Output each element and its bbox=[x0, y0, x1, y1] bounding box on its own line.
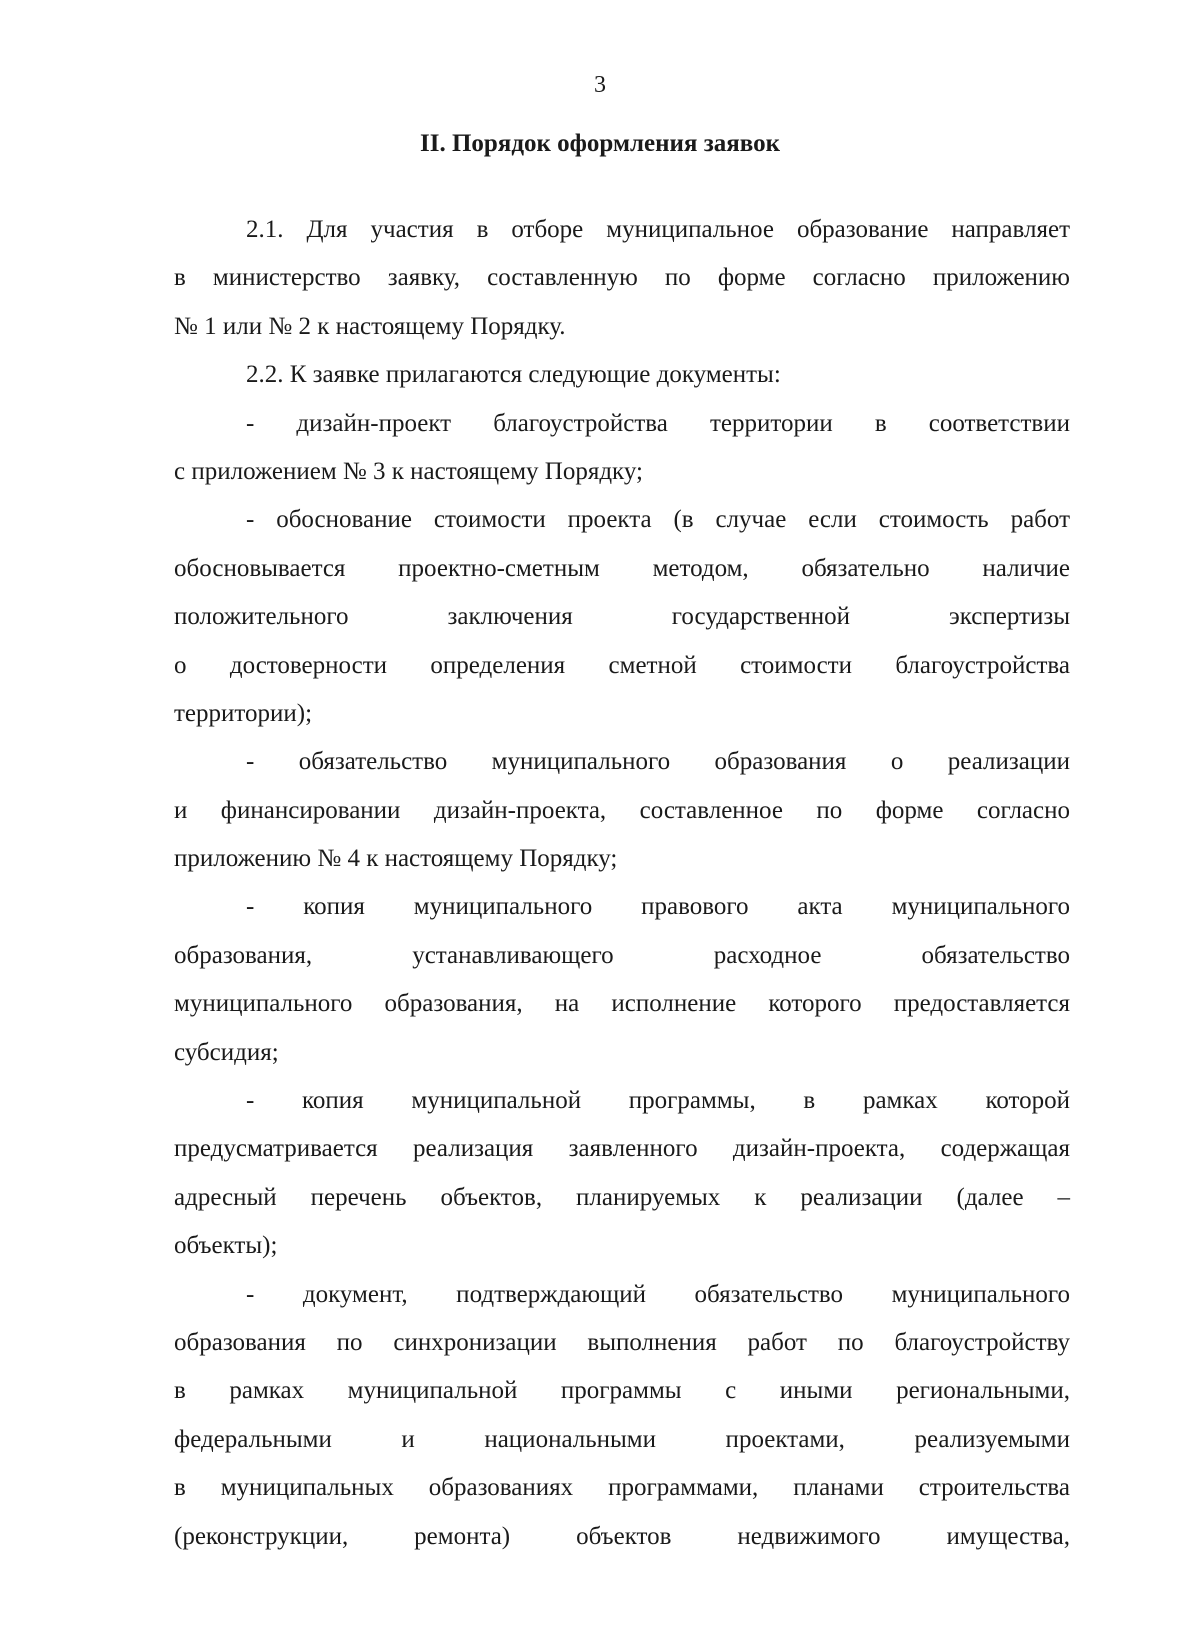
text-line: в рамках муниципальной программы с иными региональными, bbox=[174, 1377, 1070, 1405]
text-line: положительного заключения государственной экспертизы bbox=[174, 603, 1070, 631]
text-line: (реконструкции, ремонта) объектов недвижимого имущества, bbox=[174, 1522, 1070, 1550]
text-line: - обоснование стоимости проекта (в случае если стоимость работ bbox=[246, 506, 1070, 534]
text-line: - дизайн-проект благоустройства территории в соответствии bbox=[246, 409, 1070, 437]
text-line: обосновывается проектно-сметным методом, обязательно наличие bbox=[174, 554, 1070, 582]
text-line: 2.1. Для участия в отборе муниципальное образование направляет bbox=[246, 216, 1070, 243]
text-line: предусматривается реализация заявленного дизайн-проекта, содержащая bbox=[174, 1135, 1070, 1163]
text-line: № 1 или № 2 к настоящему Порядку. bbox=[174, 312, 566, 340]
text-line: образования, устанавливающего расходное обязательство bbox=[174, 941, 1070, 969]
text-line: объекты); bbox=[174, 1232, 278, 1260]
text-line: и финансировании дизайн-проекта, составленное по форме согласно bbox=[174, 796, 1070, 824]
text-line: федеральными и национальными проектами, реализуемыми bbox=[174, 1425, 1070, 1453]
text-line: 2.2. К заявке прилагаются следующие документы: bbox=[246, 361, 781, 389]
text-line: приложению № 4 к настоящему Порядку; bbox=[174, 845, 618, 873]
text-line: в министерство заявку, составленную по форме согласно приложению bbox=[174, 264, 1070, 292]
text-line: - обязательство муниципального образования о реализации bbox=[246, 748, 1070, 776]
text-line: в муниципальных образованиях программами, планами строительства bbox=[174, 1474, 1070, 1502]
text-line: - копия муниципального правового акта муниципального bbox=[246, 893, 1070, 921]
text-line: - копия муниципальной программы, в рамках которой bbox=[246, 1087, 1070, 1115]
section-heading: II. Порядок оформления заявок bbox=[420, 130, 780, 157]
text-line: - документ, подтверждающий обязательство муниципального bbox=[246, 1280, 1070, 1308]
text-line: муниципального образования, на исполнение которого предоставляется bbox=[174, 990, 1070, 1018]
text-line: о достоверности определения сметной стоимости благоустройства bbox=[174, 651, 1070, 679]
text-line: адресный перечень объектов, планируемых к реализации (далее – bbox=[174, 1183, 1070, 1211]
page-number: 3 bbox=[594, 72, 606, 98]
text-line: территории); bbox=[174, 699, 313, 727]
text-line: с приложением № 3 к настоящему Порядку; bbox=[174, 457, 643, 485]
body-text bbox=[174, 206, 1070, 1561]
text-line: образования по синхронизации выполнения работ по благоустройству bbox=[174, 1328, 1070, 1356]
text-line: субсидия; bbox=[174, 1038, 279, 1066]
